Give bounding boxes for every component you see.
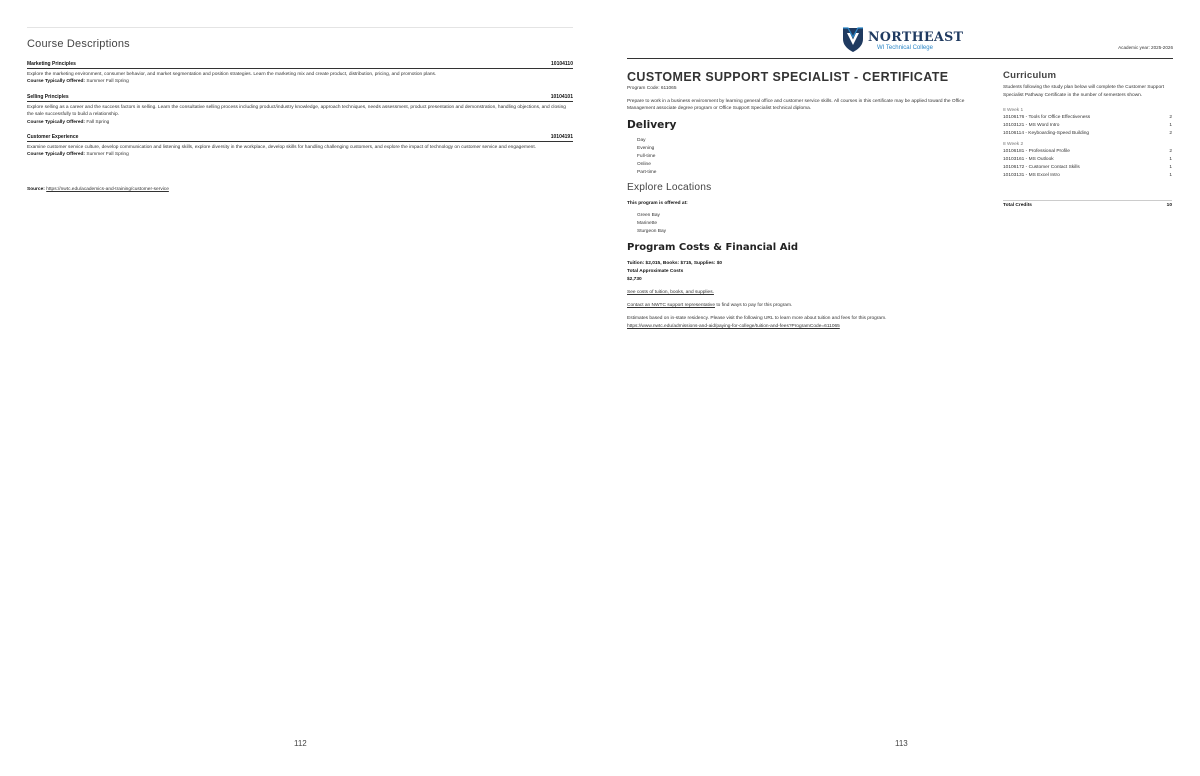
course-block (27, 134, 573, 159)
course-header (27, 61, 573, 69)
total-costs-label: Total Approximate Costs (627, 269, 684, 274)
offered-terms: Fall Spring (86, 119, 110, 125)
curriculum-credits: 1 (1169, 123, 1172, 128)
course-offered (27, 119, 573, 127)
curriculum-credits: 2 (1169, 115, 1172, 120)
top-divider (27, 27, 573, 28)
curriculum-intro: Students following the study plan below will complete the Customer Support Specialist Pathway Certificate in the number of semesters shown. (1003, 85, 1165, 98)
delivery-item: Day (637, 138, 646, 143)
delivery-list (627, 137, 656, 177)
delivery-item: Evening (637, 146, 655, 151)
contact-rest: to find ways to pay for this program. (714, 303, 793, 308)
course-header (27, 134, 573, 142)
delivery-item: Online (637, 162, 651, 167)
fees-link[interactable]: https://www.nwtc.edu/admissions-and-aid/paying-for-college/tuition-and-fees?ProgramCode=611065 (627, 324, 840, 329)
program-intro: Prepare to work in a business environment by learning general office and customer service skills. All courses in this certificate may be applied toward the Office Management associate degree program or Office Support Specialist technical diploma. (627, 99, 965, 112)
curriculum-row (1003, 164, 1172, 172)
total-credits-row (1003, 200, 1172, 208)
logo-subtitle: WI Technical College (877, 45, 933, 51)
total-credits-value: 10 (1166, 203, 1172, 208)
course-code: 10104191 (550, 134, 573, 140)
curriculum-row (1003, 114, 1172, 122)
curriculum-course: 10106176 - Tools for Office Effectiveness (1003, 115, 1091, 120)
curriculum-row (1003, 156, 1172, 164)
curriculum-credits: 1 (1169, 165, 1172, 171)
course-code: 10104101 (550, 94, 573, 100)
locations-intro: This program is offered at: (627, 201, 688, 206)
curriculum-credits: 1 (1169, 173, 1172, 179)
course-name: Selling Principles (27, 94, 69, 100)
curriculum-course: 10106172 - Customer Contact Skills (1003, 165, 1080, 171)
delivery-item: Full-time (637, 154, 656, 159)
locations-heading: Explore Locations (627, 182, 712, 193)
estimates-note: Estimates based on in-state residency. Please visit the following URL to learn more about tuition and fees for this program. (627, 316, 887, 321)
offered-terms: Summer Fall Spring (86, 79, 129, 85)
curriculum-row (1003, 130, 1172, 138)
program-code: Program Code: 611065 (627, 86, 677, 91)
curriculum-sidebar (1003, 70, 1181, 208)
curriculum-heading: Curriculum (1003, 70, 1057, 81)
header-divider (627, 58, 1173, 59)
delivery-item: Part-time (637, 170, 657, 175)
course-offered (27, 151, 573, 159)
total-costs-value: $2,730 (627, 277, 642, 282)
curriculum-row (1003, 148, 1172, 156)
location-item: Green Bay (637, 213, 660, 218)
page-number: 113 (895, 739, 908, 748)
offered-label: Course Typically Offered: (27, 79, 86, 85)
curriculum-course: 10103161 - MS Outlook (1003, 157, 1054, 163)
curriculum-course: 10103131 - MS Excel Intro (1003, 173, 1060, 179)
offered-terms: Summer Fall Spring (86, 152, 129, 158)
page-right (600, 0, 1200, 776)
course-code: 10104110 (551, 61, 573, 67)
page-number: 112 (294, 739, 307, 748)
academic-year: Academic year: 2025-2026 (1118, 45, 1173, 50)
college-logo (842, 27, 962, 55)
course-description: Explore selling as a career and the success factors in selling. Learn the consultative selling process including product/industry knowledge, approach techniques, needs assessment, product presentation and demonstration, handling objections, and closing the sale successfully to build a relationship. (27, 104, 566, 118)
curriculum-credits: 2 (1169, 149, 1172, 155)
curriculum-row (1003, 122, 1172, 130)
curriculum-credits: 1 (1169, 157, 1172, 163)
contact-link[interactable]: Contact an NWTC support representative (627, 303, 715, 308)
term-heading: 8 Week 1 (1003, 107, 1024, 113)
costs-link[interactable]: See costs of tuition, books, and supplies. (627, 290, 714, 295)
location-item: Sturgeon Bay (637, 229, 667, 234)
curriculum-course: 10106181 - Professional Profile (1003, 149, 1070, 155)
costs-heading: Program Costs & Financial Aid (627, 242, 799, 253)
location-item: Marinette (637, 221, 657, 226)
contact-line (627, 302, 792, 309)
delivery-heading: Delivery (627, 119, 677, 131)
course-name: Customer Experience (27, 134, 79, 140)
course-descriptions-heading: Course Descriptions (27, 38, 130, 50)
costs-breakdown: Tuition: $2,015, Books: $715, Supplies: $0 (627, 261, 723, 266)
source-label: Source: (27, 187, 45, 192)
logo-wordmark: NORTHEAST (868, 29, 964, 44)
source-link[interactable]: https://nwtc.edu/academics-and-training/customer-service (46, 187, 169, 192)
total-credits-label: Total Credits (1003, 203, 1032, 208)
program-title: CUSTOMER SUPPORT SPECIALIST - CERTIFICATE (627, 70, 949, 84)
source-line (27, 187, 169, 192)
offered-label: Course Typically Offered: (27, 119, 86, 125)
course-name: Marketing Principles (27, 61, 76, 67)
course-description: Examine customer service culture, develop communication and listening skills, explore diversity in the workplace, develop skills for handling challenging customers, and explore the impact of technology on customer service and engagement. (27, 144, 536, 150)
course-offered (27, 78, 573, 86)
curriculum-course: 10106114 - Keyboarding-Speed Building (1003, 131, 1090, 136)
course-block (27, 94, 573, 126)
locations-list (627, 212, 666, 236)
program-main-column (627, 70, 982, 329)
course-header (27, 94, 573, 102)
curriculum-credits: 2 (1169, 131, 1172, 136)
curriculum-row (1003, 172, 1172, 180)
shield-logo-icon (842, 27, 864, 53)
offered-label: Course Typically Offered: (27, 152, 86, 158)
course-description: Explore the marketing environment, consumer behavior, and market segmentation and position strategies. Learn the marketing mix and create product, distribution, pricing, and promotion plans. (27, 71, 437, 77)
term-heading: 8 Week 2 (1003, 142, 1024, 147)
curriculum-course: 10103121 - MS Word Intro (1003, 123, 1060, 128)
course-block (27, 61, 573, 86)
